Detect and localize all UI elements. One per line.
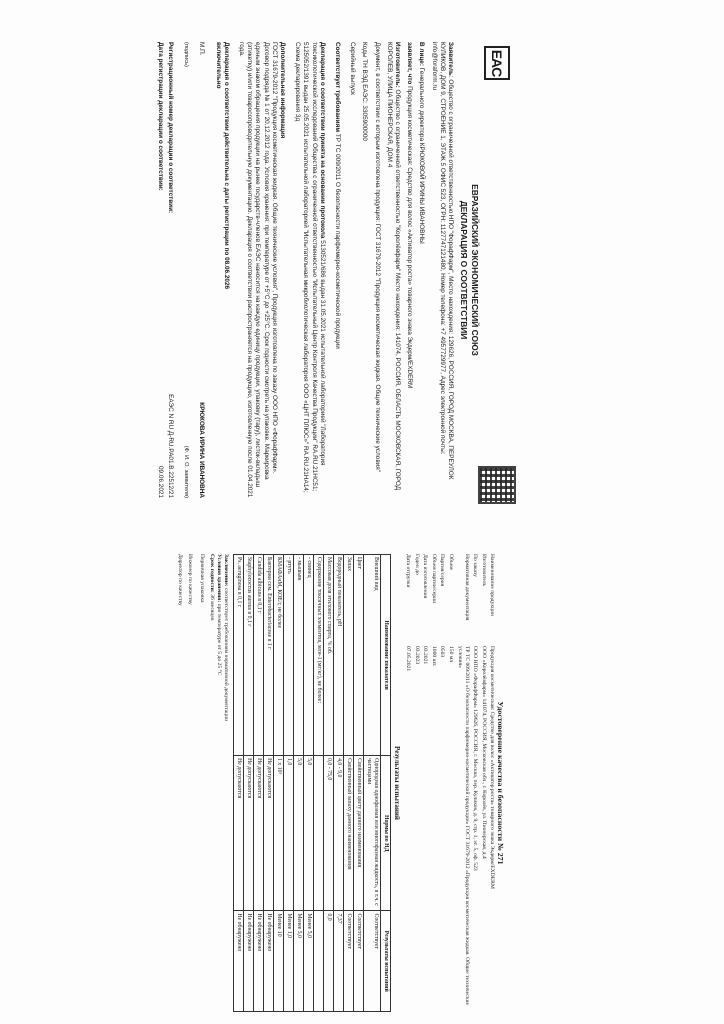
field-value: ТР ТС 009/2011 «О безопасности парфюмерно-косметической продукции» ГОСТ 31679-2012 «Продукция косметическая жидкая. Общие технические условия» [456,646,470,1005]
certificate-sheet [0,524,524,1024]
table-row [254,555,264,1012]
quality-signatures [186,554,193,1012]
table-cell: Менее 5,0 [304,911,314,1012]
field-value: ООО НПО «ФорафФарм» 129626, РОССИЯ, г. Москва, пер. Куликов, д. 9, стр. 1, эт. 5, оф. 523 [472,646,479,871]
table-cell: Не допускаются [254,756,264,911]
table-cell: Запах [344,555,354,756]
table-row [284,555,294,1012]
test-results-table [233,554,391,1012]
reg-date: 09.06.2021 [156,466,164,498]
reg-number: ЕАЭС N RU Д-RU.РА01.В.22512/21 [167,394,175,498]
certificate-field [430,554,437,1012]
table-row [294,555,304,1012]
table-cell: Staphylococcus aureus в 0,1 г [244,555,254,756]
table-cell [314,911,324,1012]
field-value: 03.2023 [413,646,420,665]
certificate-field [413,554,420,1012]
primary-packaging: Первичная упаковка [199,554,206,603]
validity: Декларация о соответствии действительна с даты регистрации по 08.06.2026 включительно [214,42,230,290]
table-row [324,555,334,1012]
table-cell: Не допускаются [264,756,274,911]
storage-conditions: Условия хранения: при температуре от 5 до 25 °С [216,554,223,676]
certificate-field [471,554,478,1012]
table-cell: КМАФАнМ, КОЕ/г, не более [274,555,284,756]
certificate-field [456,554,470,1012]
field-label: Годен до [413,554,420,575]
certificate-field [488,554,495,1012]
table-cell: Не обнаружено [254,911,264,1012]
signature-captions [182,42,189,498]
field-label: Партия/серия [439,554,446,587]
table-cell: 4,0 - 9,0 [334,756,344,911]
field-value: 03.2021 [422,646,429,665]
table-cell: Свойственный цвету данного наименования [354,756,364,911]
field-label: Изготовитель [480,554,487,587]
table-cell: 7,37 [334,911,344,1012]
field-value: Продукция косметическая: Средство для волос «Активатор роста» товарного знака Экдерм/EXDERM [489,646,496,889]
conclusion: Заключение: соответствует требованиям нормативной документации [223,554,230,722]
basis: Декларация о соответствии принята на основании протокола 5130521/686 выдан 31.05.2021 испытательной лабораторией "Лаборатория токсикологической исследований Общества с ограниченной ответственностью "Испытательный Центр Контроля Качества Продукции" RA.RU.21HC51; 5125052/1391 выдан 25.05.2021 испытательной лабораторией "Испытательная микробиологическая лаборатория ООО «ЦНТ ПЛЮС»" RA.RU.21НА14; Схема декларирования 3д [294,42,326,493]
inspector-label: Инженер по качеству [187,554,194,605]
signer-name: КРЮКОВА ИРИНА ИВАНОВНА [198,402,206,498]
certificate-fields [404,554,495,1012]
field-label: Объем [448,554,455,570]
table-cell: - ртуть [284,555,294,756]
table-cell: Не обнаружено [264,911,274,1012]
table-cell: 1 х 10³ [274,756,284,911]
declaration-sheet [0,12,524,524]
reg-number-row: Регистрационный номер декларации о соответствии: ЕАЭС N RU Д-RU.РА01.В.22512/21 [167,42,175,498]
table-cell: Цвет [354,555,364,756]
table-cell: Содержание токсичных элементов, млн-1 (мг/кг), не более: [314,555,324,756]
field-label: Объем партии/серии [430,554,437,604]
reg-date-row: Дата регистрации декларации о соответствии: 09.06.2021 [156,42,164,498]
table-cell: Свойственный запаху данного наименования [344,756,354,911]
certificate-field [404,554,411,1012]
table-cell: Не допускаются [234,756,244,911]
field-value: 150 мл [448,646,455,663]
table-cell: Соответствует [344,911,354,1012]
table-cell: Однородная однофазная или многофазная жидкость, в т.ч. с частицами [364,756,381,911]
table-cell: 1,0 [284,756,294,911]
field-label: Дата отгрузки [405,554,412,588]
table-row [234,555,244,1012]
signature-caption: (подпись) [183,42,190,67]
certificate-field [438,554,445,1012]
table-cell: 0,0 [324,911,334,1012]
field-value: 0503 [439,646,446,658]
table-cell: Соответствует [354,911,364,1012]
table-header: Наименование показателя [381,555,391,756]
table-cell: Менее 10 [274,911,284,1012]
table-cell: - мышьяк [294,555,304,756]
person: В лице: Генерального директора КРЮКОВОЙ ИРИНЫ ИВАНОВНЫ [418,42,426,244]
field-value: ООО «Королёвфарм» 141074, РОССИЯ, Московская обл., г. Королёв, ул. Пионерская, д.4 [480,646,487,859]
field-value: 1000 шт. [430,646,437,667]
field-label: По заказу [472,554,479,577]
table-cell: Не допускаются [244,756,254,911]
certificate-field [421,554,428,1012]
table-header: Нормы по НД [381,756,391,911]
table-cell: 5,0 [304,756,314,911]
certificate-field [480,554,487,1012]
extra-info: Дополнительная информация ГОСТ 31679-2012 "Продукция косметическая жидкая. Общие технические условия", Продукция изготовлена по заказу ООО НПО «ФорафФарм». Договор подряда № 1 от 20.12.2012 года. Условия хранения: при температуре от +5°С до +25°С. Срок годности смотреть на упаковке. Маркировка единым знаком обращения продукции на рынке государств-членов ЕАЭС наносится на каждую единицу продукции, упаковку (тару), листок-вкладыш (этикетку) и/или товаросопроводительную документацию. Декларация о соответствии распространяется на продукцию, изготовленную после 01.04.2021 года. [237,42,286,498]
declaration-header [458,42,480,498]
table-header: Результаты испытаний [381,911,391,1012]
field-label: Наименование продукции [489,554,496,617]
table-row [354,555,364,1012]
table-cell: Внешний вид [364,555,381,756]
table-cell: Не обнаружено [244,911,254,1012]
mp-label: М.П. [198,42,206,56]
table-row [364,555,381,1012]
manufacturer: Изготовитель: Общество с ограниченной ответственностью "Королёвфарм" Место нахождения: 141074, РОССИЯ, ОБЛАСТЬ МОСКОВСКАЯ, ГОРОД КОРОЛЕВ, УЛИЦА ПИОНЕРСКАЯ, ДОМ 4 [385,42,401,491]
certificate-field [447,554,454,1012]
table-row [314,555,324,1012]
table-cell: Массовая доля этилового спирта, % об. [324,555,334,756]
field-label: Дата изготовления [422,554,429,599]
table-cell: Бактерии сем. Enterobacteriaceae в 1 г [264,555,274,756]
field-value: 07.05.2021 [405,646,412,672]
signature-row [197,42,205,498]
table-row [334,555,344,1012]
table-row [244,555,254,1012]
field-label: Нормативная документация [463,554,470,621]
qr-code-icon [478,466,516,504]
certificate-title: Удостоверение качества и безопасности № 271 [496,701,505,865]
declaration-title: ДЕКЛАРАЦИЯ О СООТВЕТСТВИИ [459,200,469,340]
declares: заявляет, что Продукция косметическая: Средство для волос «Активатор роста» товарного знака Экдерм/EXDERM [406,42,414,389]
table-cell: Менее 1,0 [284,911,294,1012]
director-label: Директор по качеству [177,554,184,606]
table-cell: - свинец [304,555,314,756]
tn-ved-codes: Коды ТН ВЭД ЕАЭС: 3305900000 [361,42,369,141]
table-cell [314,756,324,911]
table-cell: Ps. aeruginosa в 0,1 г [234,555,244,756]
table-cell: 0,0 - 75,0 [324,756,334,911]
union-title: ЕВРАЗИЙСКИЙ ЭКОНОМИЧЕСКИЙ СОЮЗ [470,184,480,356]
results-title: Результаты испытаний [393,746,402,820]
table-row [274,555,284,1012]
table-row [264,555,274,1012]
document-basis: Документ, в соответствии с которым изготовлена продукция: ГОСТ 31679-2012 "Продукция косметическая жидкая. Общие технические условия" [373,42,381,473]
table-cell: Не обнаружено [234,911,244,1012]
table-row [344,555,354,1012]
table-cell: 5,0 [294,756,304,911]
requirements: Соответствует требованиям ТР ТС 009/2011 О безопасности парфюмерно-косметической продукции [333,42,341,349]
fio-caption: (Ф. И. О. заявителя) [183,445,190,498]
table-cell: Соответствует [364,911,381,1012]
serial-release: Серийный выпуск [349,42,357,95]
table-cell: Водородный показатель, pH [334,555,344,756]
eac-logo: EAC [484,46,510,80]
table-cell: Менее 5,0 [294,911,304,1012]
applicant: Заявитель: Общество с ограниченной ответственностью НПО "ФорафФарм", Место нахождения: 129626, РОССИЯ, ГОРОД МОСКВА, ПЕРЕУЛОК КУЛИКОВ, ДОМ 9, СТРОЕНИЕ 1, ЭТАЖ 5 ОФИС 523, ОГРН: 1127747121480, Номер телефона: +7 4957729977, Адрес электронной почты: info@foraform.ru [430,42,454,480]
table-row [304,555,314,1012]
table-cell: Candida albicans в 0,1 г [254,555,264,756]
shelf-life: Срок годности: 36 месяцев [209,554,216,621]
